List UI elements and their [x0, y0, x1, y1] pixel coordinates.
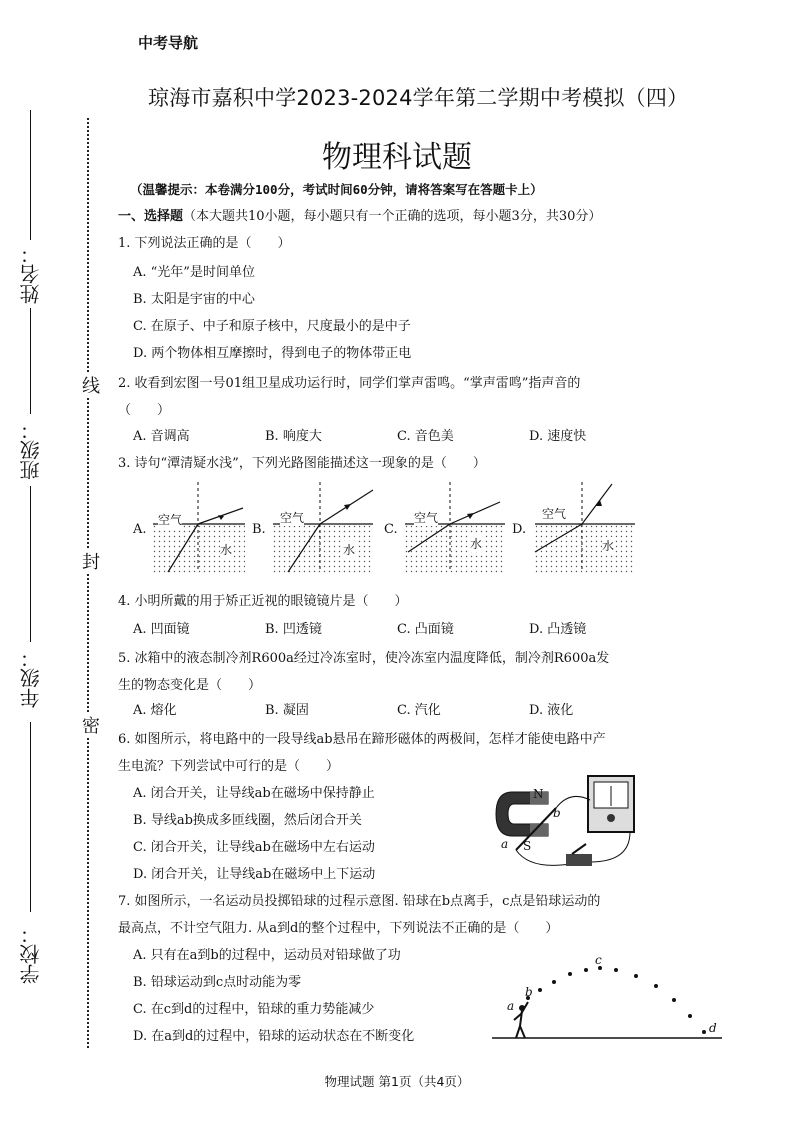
- option-a: A. 音调高: [133, 429, 190, 444]
- section-heading: [118, 205, 601, 224]
- question-4: [118, 590, 408, 609]
- section-desc: （本大题共10小题，每小题只有一个正确的选项，每小题3分，共30分）: [183, 209, 602, 224]
- question-1: [118, 232, 291, 251]
- question-1-options: [133, 259, 411, 367]
- water-label-c: 水: [470, 537, 483, 551]
- point-d-label: d: [709, 1021, 717, 1035]
- question-stem: 1. 下列说法正确的是（ ）: [118, 236, 291, 251]
- option-b: B. 凝固: [265, 703, 309, 718]
- option-b: B. 铅球运动到c点时动能为零: [133, 975, 302, 990]
- question-3: [118, 452, 486, 471]
- water-label-b: 水: [343, 543, 356, 557]
- light-path-diagram-d: [530, 480, 640, 575]
- option-a: A. “光年”是时间单位: [133, 265, 255, 280]
- option-b: B. 响度大: [265, 429, 322, 444]
- magnet-pole-n: N: [533, 787, 544, 801]
- option-c: C. 音色美: [397, 429, 454, 444]
- option-b: B. 太阳是宇宙的中心: [133, 292, 255, 307]
- grade-label: 年级：: [19, 648, 43, 708]
- magnet-pole-s: S: [523, 839, 532, 853]
- question-5: [118, 645, 609, 699]
- option-c: C. 在c到d的过程中，铅球的重力势能减少: [133, 1002, 375, 1017]
- question-2: [118, 370, 580, 424]
- point-a-label: a: [507, 999, 515, 1013]
- diagram-label-c: C.: [384, 522, 398, 537]
- option-c: C. 在原子、中子和原子核中，尺度最小的是中子: [133, 319, 411, 334]
- brand-label: 中考导航: [138, 34, 199, 52]
- question-stem: 2. 收看到宏图一号01组卫星成功运行时，同学们掌声雷鸣。“掌声雷鸣”指声音的: [118, 376, 581, 391]
- exam-tip: （温馨提示：本卷满分100分，考试时间60分钟，请将答案写在答题卡上）: [130, 182, 543, 197]
- light-path-diagram-b: [268, 480, 378, 575]
- question-stem: 3. 诗句“潭清疑水浅”，下列光路图能描述这一现象的是（ ）: [118, 456, 486, 471]
- option-a: A. 闭合开关，让导线ab在磁场中保持静止: [133, 786, 375, 801]
- section-name: 一、选择题: [118, 209, 184, 224]
- air-label-a: 空气: [158, 513, 183, 527]
- question-7-options: [133, 942, 414, 1050]
- diagram-label-d: D.: [512, 522, 527, 537]
- binding-dotted-line: [87, 118, 89, 1048]
- option-d: D. 两个物体相互摩擦时，得到电子的物体带正电: [133, 346, 412, 361]
- option-b: B. 导线ab换成多匝线圈，然后闭合开关: [133, 813, 362, 828]
- water-label-d: 水: [602, 539, 615, 553]
- option-a: A. 只有在a到b的过程中，运动员对铅球做了功: [133, 948, 401, 963]
- school-exam-title: 琼海市嘉积中学2023-2024学年第二学期中考模拟（四）: [148, 86, 689, 110]
- question-stem-cont: 生的物态变化是（ ）: [118, 678, 262, 693]
- air-label-d: 空气: [542, 507, 567, 521]
- question-2-options: [133, 425, 661, 444]
- air-label-b: 空气: [280, 511, 305, 525]
- question-stem: 7. 如图所示，一名运动员投掷铅球的过程示意图. 铅球在b点离手，c点是铅球运动的: [118, 894, 601, 909]
- grade-write-line: [30, 486, 31, 642]
- paper-title: 物理科试题: [322, 140, 472, 175]
- point-b-label: b: [525, 985, 533, 999]
- question-4-options: [133, 618, 661, 637]
- question-stem: 6. 如图所示，将电路中的一段导线ab悬吊在蹄形磁体的两极间，怎样才能使电路中产: [118, 732, 606, 747]
- page-footer: 物理试题 第1页（共4页）: [324, 1074, 470, 1089]
- option-d: D. 在a到d的过程中，铅球的运动状态在不断变化: [133, 1029, 415, 1044]
- school-write-line: [30, 722, 31, 912]
- question-stem-cont: （ ）: [118, 403, 171, 418]
- option-c: C. 汽化: [397, 703, 441, 718]
- class-label: 班级：: [19, 420, 43, 480]
- option-a: A. 熔化: [133, 703, 177, 718]
- option-b: B. 凹透镜: [265, 622, 322, 637]
- diagram-label-a: A.: [133, 522, 147, 537]
- option-d: D. 闭合开关，让导线ab在磁场中上下运动: [133, 867, 376, 882]
- point-c-label: c: [595, 953, 602, 967]
- air-label-c: 空气: [414, 511, 439, 525]
- wire-end-b: b: [553, 806, 561, 820]
- question-stem-cont: 生电流？下列尝试中可行的是（ ）: [118, 759, 340, 774]
- option-d: D. 凸透镜: [529, 622, 587, 637]
- question-5-options: [133, 699, 661, 718]
- seal-char-secret: 密: [80, 712, 102, 738]
- water-label-a: 水: [220, 543, 233, 557]
- option-c: C. 凸面镜: [397, 622, 454, 637]
- class-write-line-top: [30, 308, 31, 414]
- light-path-diagram-c: [400, 480, 510, 575]
- question-stem: 4. 小明所戴的用于矫正近视的眼镜镜片是（ ）: [118, 594, 408, 609]
- seal-char-seal: 封: [80, 548, 102, 574]
- diagram-label-b: B.: [252, 522, 266, 537]
- question-6-options: [133, 780, 375, 888]
- option-c: C. 闭合开关，让导线ab在磁场中左右运动: [133, 840, 375, 855]
- name-label: 姓名：: [19, 244, 43, 304]
- school-label: 学校：: [19, 924, 43, 984]
- question-stem: 5. 冰箱中的液态制冷剂R600a经过冷冻室时，使冷冻室内温度降低，制冷剂R600a发: [118, 651, 610, 666]
- option-a: A. 凹面镜: [133, 622, 190, 637]
- question-7: [118, 888, 600, 942]
- option-d: D. 速度快: [529, 429, 587, 444]
- seal-char-line: 线: [80, 372, 102, 398]
- option-d: D. 液化: [529, 703, 574, 718]
- wire-end-a: a: [501, 837, 509, 851]
- question-stem-cont: 最高点，不计空气阻力. 从a到d的整个过程中，下列说法不正确的是（ ）: [118, 921, 559, 936]
- electromagnetic-induction-figure: [490, 770, 650, 880]
- name-write-line: [30, 110, 31, 240]
